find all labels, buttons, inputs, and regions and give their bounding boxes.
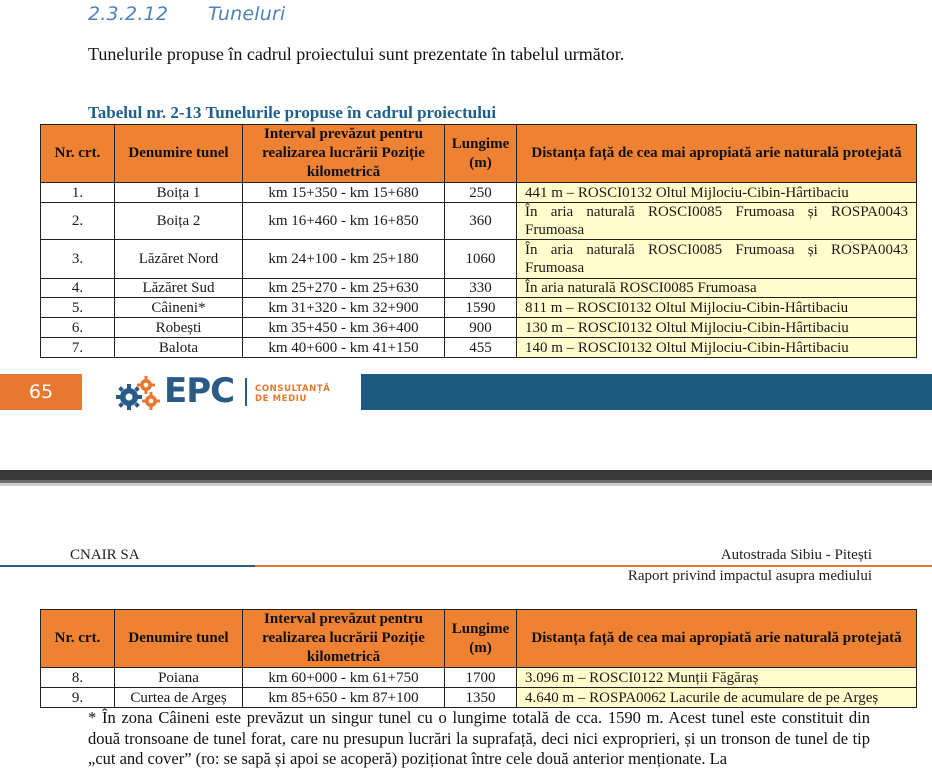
intro-paragraph: Tunelurile propuse în cadrul proiectului sunt prezentate în tabelul următor. xyxy=(88,44,625,64)
gears-icon xyxy=(115,375,163,411)
cell-length: 330 xyxy=(445,279,517,298)
header-distance: Distanța față de cea mai apropiată arie naturală protejată xyxy=(517,610,917,668)
table-row xyxy=(41,279,917,298)
epc-logo: EPC xyxy=(164,371,235,411)
cell-name: Boița 2 xyxy=(115,203,243,240)
logo-subtitle-line1: CONSULTANȚĂ xyxy=(255,384,331,394)
header-rule xyxy=(0,565,932,567)
cell-nr: 6. xyxy=(41,318,115,338)
table-row xyxy=(41,668,917,688)
header-nr: Nr. crt. xyxy=(41,610,115,668)
header-organization: CNAIR SA xyxy=(70,547,140,563)
table-row xyxy=(41,688,917,708)
section-title: Tuneluri xyxy=(208,3,286,25)
cell-distance: 130 m – ROSCI0132 Oltul Mijlociu-Cibin-Hârtibaciu xyxy=(517,318,917,338)
section-number: 2.3.2.12 xyxy=(88,3,169,25)
section-heading xyxy=(88,3,285,25)
header-distance: Distanța față de cea mai apropiată arie naturală protejată xyxy=(517,125,917,183)
cell-interval: km 31+320 - km 32+900 xyxy=(243,298,445,318)
table-caption: Tabelul nr. 2-13 Tunelurile propuse în cadrul proiectului xyxy=(88,103,497,122)
tunnels-table xyxy=(40,124,917,358)
cell-nr: 1. xyxy=(41,183,115,203)
header-interval: Interval prevăzut pentru realizarea lucrării Poziție kilometrică xyxy=(243,125,445,183)
cell-distance: 3.096 m – ROSCI0122 Munții Făgăraș xyxy=(517,668,917,688)
cell-name: Poiana xyxy=(115,668,243,688)
table-row xyxy=(41,298,917,318)
cell-interval: km 24+100 - km 25+180 xyxy=(243,240,445,279)
cell-distance: În aria naturală ROSCI0085 Frumoasa și ROSPA0043 Frumoasa xyxy=(517,203,917,240)
cell-nr: 5. xyxy=(41,298,115,318)
logo-subtitle-line2: DE MEDIU xyxy=(255,394,308,404)
cell-name: Balota xyxy=(115,338,243,358)
footnote: * În zona Câineni este prevăzut un singur tunel cu o lungime totală de cca. 1590 m. Acest tunel este constituit din două tronsoane de tunel forat, care nu presupun lucrări la suprafață, deci nici exproprieri, și un tronson de tunel de tip „cut and cover” (ro: se sapă și apoi se acoperă) poziționat între cele două anterior menționate. La xyxy=(88,708,870,768)
cell-interval: km 25+270 - km 25+630 xyxy=(243,279,445,298)
header-report-title: Raport privind impactul asupra mediului xyxy=(627,568,872,584)
cell-name: Curtea de Argeș xyxy=(115,688,243,708)
cell-nr: 2. xyxy=(41,203,115,240)
page-number: 65 xyxy=(0,374,82,410)
cell-length: 1350 xyxy=(445,688,517,708)
header-name: Denumire tunel xyxy=(115,125,243,183)
cell-length: 1060 xyxy=(445,240,517,279)
cell-length: 1590 xyxy=(445,298,517,318)
cell-nr: 4. xyxy=(41,279,115,298)
cell-interval: km 35+450 - km 36+400 xyxy=(243,318,445,338)
header-length: Lungime (m) xyxy=(445,125,517,183)
cell-length: 250 xyxy=(445,183,517,203)
logo-divider xyxy=(245,378,247,406)
cell-length: 360 xyxy=(445,203,517,240)
cell-nr: 7. xyxy=(41,338,115,358)
table-row xyxy=(41,183,917,203)
table-row xyxy=(41,203,917,240)
cell-distance: 811 m – ROSCI0132 Oltul Mijlociu-Cibin-Hârtibaciu xyxy=(517,298,917,318)
cell-nr: 9. xyxy=(41,688,115,708)
cell-interval: km 60+000 - km 61+750 xyxy=(243,668,445,688)
cell-distance: 441 m – ROSCI0132 Oltul Mijlociu-Cibin-Hârtibaciu xyxy=(517,183,917,203)
cell-nr: 8. xyxy=(41,668,115,688)
cell-interval: km 16+460 - km 16+850 xyxy=(243,203,445,240)
cell-interval: km 15+350 - km 15+680 xyxy=(243,183,445,203)
cell-distance: În aria naturală ROSCI0085 Frumoasa xyxy=(517,279,917,298)
cell-length: 1700 xyxy=(445,668,517,688)
cell-name: Câineni* xyxy=(115,298,243,318)
table-row xyxy=(41,240,917,279)
header-length: Lungime (m) xyxy=(445,610,517,668)
cell-name: Lăzăret Sud xyxy=(115,279,243,298)
table-header-row xyxy=(41,125,917,183)
tunnels-table-continued xyxy=(40,609,917,708)
cell-name: Lăzăret Nord xyxy=(115,240,243,279)
cell-distance: 140 m – ROSCI0132 Oltul Mijlociu-Cibin-Hârtibaciu xyxy=(517,338,917,358)
cell-nr: 3. xyxy=(41,240,115,279)
table-row xyxy=(41,318,917,338)
footer-bar xyxy=(361,374,932,410)
cell-distance: În aria naturală ROSCI0085 Frumoasa și ROSPA0043 Frumoasa xyxy=(517,240,917,279)
header-project: Autostrada Sibiu - Pitești xyxy=(720,547,872,563)
header-name: Denumire tunel xyxy=(115,610,243,668)
page-footer xyxy=(0,371,932,411)
cell-interval: km 85+650 - km 87+100 xyxy=(243,688,445,708)
table-header-row xyxy=(41,610,917,668)
cell-name: Boița 1 xyxy=(115,183,243,203)
cell-distance: 4.640 m – ROSPA0062 Lacurile de acumulare de pe Argeș xyxy=(517,688,917,708)
header-interval: Interval prevăzut pentru realizarea lucrării Poziție kilometrică xyxy=(243,610,445,668)
page-separator xyxy=(0,470,932,486)
logo-subtitle xyxy=(255,384,330,404)
cell-interval: km 40+600 - km 41+150 xyxy=(243,338,445,358)
cell-length: 900 xyxy=(445,318,517,338)
header-nr: Nr. crt. xyxy=(41,125,115,183)
table-row xyxy=(41,338,917,358)
cell-name: Robești xyxy=(115,318,243,338)
cell-length: 455 xyxy=(445,338,517,358)
